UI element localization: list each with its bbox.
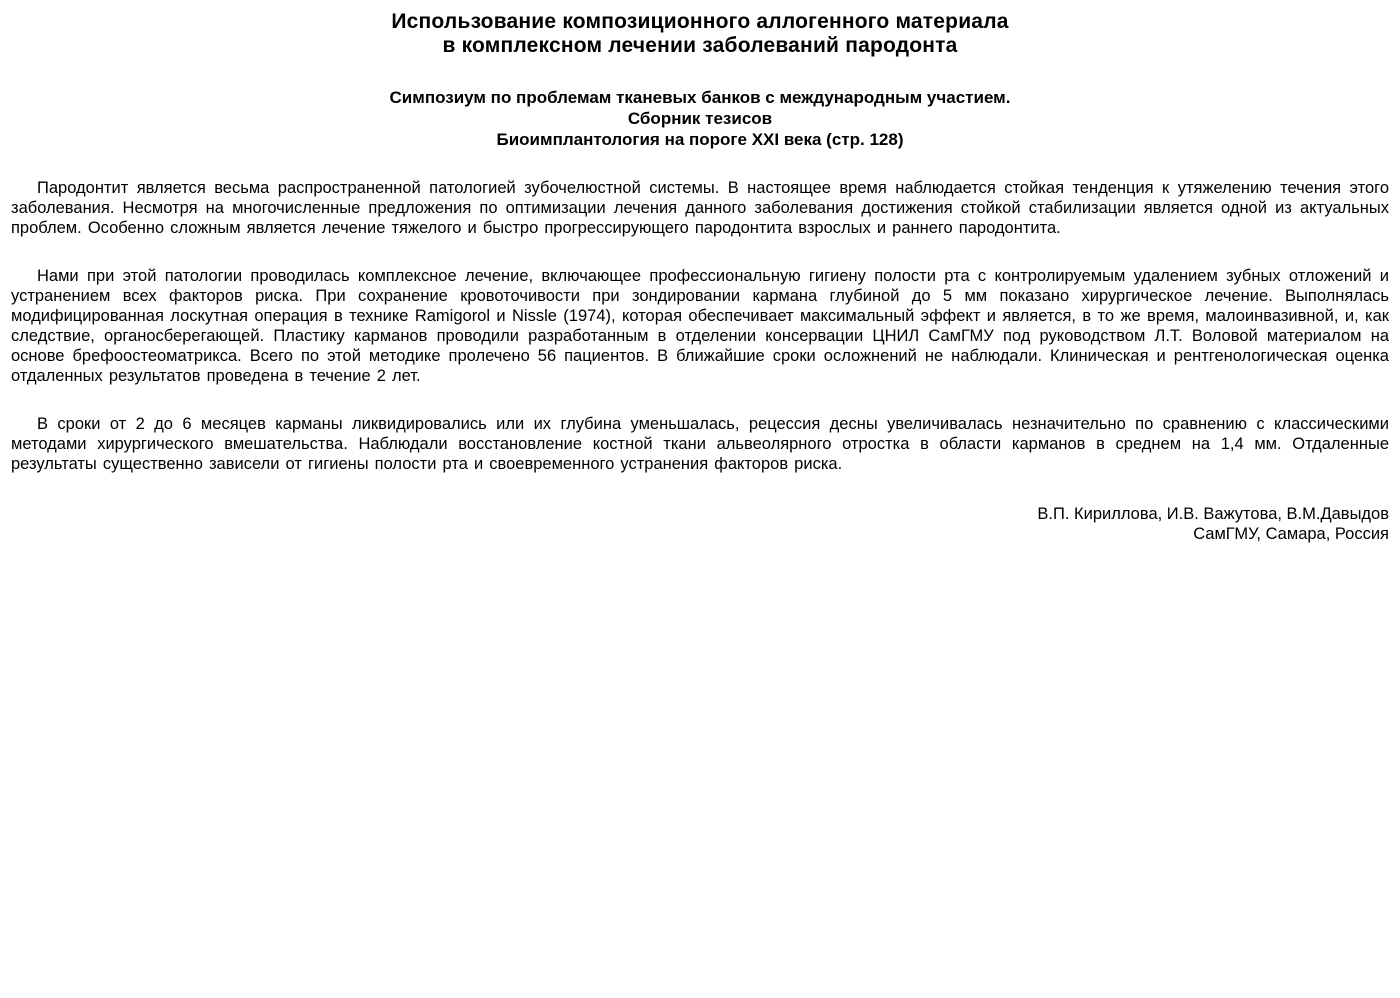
authors-line: В.П. Кириллова, И.В. Важутова, В.М.Давыдов [1037,505,1389,523]
document-title [11,10,1389,58]
abstract-paragraph-2: Нами при этой патологии проводилась комплексное лечение, включающее профессиональную гигиену полости рта с контролируемым удалением зубных отложений и устранением всех факторов риска. При сохранение кровоточивости при зондировании кармана глубиной до 5 мм показано хирургическое лечение. Выполнялась модифицированная лоскутная операция в технике Ramigorol и Nissle (1974), которая обеспечивает максимальный эффект и является, в то же время, малоинвазивной, и, как следствие, органосберегающей. Пластику карманов проводили разработанным в отделении консервации ЦНИЛ СамГМУ под руководством Л.Т. Воловой материалом на основе брефоостеоматрикса. Всего по этой методике пролечено 56 пациентов. В ближайшие сроки осложнений не наблюдали. Клиническая и рентгенологическая оценка отдаленных результатов проведена в течение 2 лет. [11,267,1389,385]
signature-block [11,504,1389,544]
document-subtitle [11,87,1389,150]
subtitle-bioimplantology-line: Биоимплантология на пороге XXI века (стр. 128) [496,130,904,149]
abstract-paragraph-3: В сроки от 2 до 6 месяцев карманы ликвидировались или их глубина уменьшалась, рецессия десны увеличивалась незначительно по сравнению с классическими методами хирургического вмешательства. Наблюдали восстановление костной ткани альвеолярного отростка в области карманов в среднем на 1,4 мм. Отдаленные результаты существенно зависели от гигиены полости рта и своевременного устранения факторов риска. [11,415,1389,473]
subtitle-collection-line: Сборник тезисов [627,109,773,128]
title-line-1: Использование композиционного аллогенного материала [391,10,1009,33]
subtitle-symposium-line: Симпозиум по проблемам тканевых банков с международным участием. [389,88,1011,107]
affiliation-line: СамГМУ, Самара, Россия [1193,525,1389,543]
title-line-2: в комплексном лечении заболеваний пародонта [442,34,958,57]
abstract-paragraph-1: Пародонтит является весьма распространенной патологией зубочелюстной системы. В настоящее время наблюдается стойкая тенденция к утяжелению течения этого заболевания. Несмотря на многочисленные предложения по оптимизации лечения данного заболевания достижения стойкой стабилизации является одной из актуальных проблем. Особенно сложным является лечение тяжелого и быстро прогрессирующего пародонтита взрослых и раннего пародонтита. [11,179,1389,237]
